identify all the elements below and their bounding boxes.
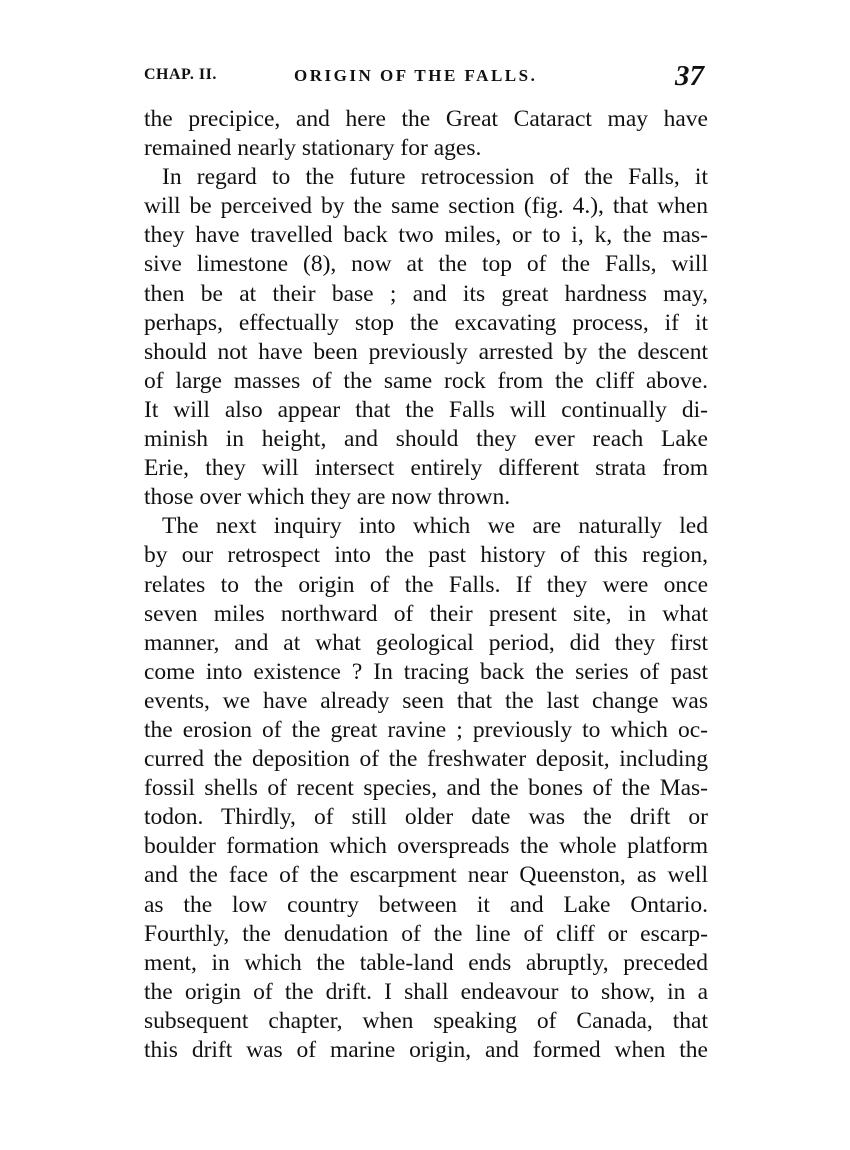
chapter-label: CHAP. II. (144, 66, 217, 83)
running-head (144, 60, 708, 94)
text-line: of large masses of the same rock from the cliff above. (144, 367, 708, 394)
text-line: the precipice, and here the Great Cataract may have (144, 106, 708, 132)
running-title: ORIGIN OF THE FALLS. (294, 66, 538, 85)
text-line: minish in height, and should they ever reach Lake (144, 426, 708, 453)
text-line: perhaps, effectually stop the excavating process, if it (144, 309, 708, 336)
text-line: The next inquiry into which we are naturally led (162, 513, 708, 540)
text-line: the erosion of the great ravine ; previously to which oc- (144, 716, 708, 743)
text-line: todon. Thirdly, of still older date was the drift or (144, 804, 708, 831)
text-line: the origin of the drift. I shall endeavour to show, in a (144, 978, 708, 1005)
text-line: subsequent chapter, when speaking of Canada, that (144, 1007, 708, 1034)
text-line: those over which they are now thrown. (144, 484, 511, 511)
text-line: remained nearly stationary for ages. (144, 135, 482, 162)
text-line: boulder formation which overspreads the whole platform (144, 833, 708, 860)
text-line: curred the deposition of the freshwater deposit, including (144, 746, 708, 773)
text-line: come into existence ? In tracing back the series of past (144, 658, 708, 685)
text-line: they have travelled back two miles, or to i, k, the mas- (144, 222, 708, 249)
text-line: this drift was of marine origin, and formed when the (144, 1037, 708, 1063)
text-line: manner, and at what geological period, did they first (144, 629, 708, 656)
text-line: It will also appear that the Falls will continually di- (144, 396, 708, 423)
text-line: Fourthly, the denudation of the line of cliff or escarp- (144, 920, 708, 947)
text-line: then be at their base ; and its great hardness may, (144, 280, 708, 307)
text-line: by our retrospect into the past history of this region, (144, 542, 708, 569)
text-line: should not have been previously arrested by the descent (144, 338, 708, 365)
text-line: ment, in which the table-land ends abruptly, preceded (144, 949, 708, 976)
text-line: relates to the origin of the Falls. If they were once (144, 571, 708, 598)
page-number: 37 (675, 60, 704, 92)
text-line: events, we have already seen that the last change was (144, 687, 708, 714)
text-line: In regard to the future retrocession of the Falls, it (162, 164, 708, 191)
text-line: as the low country between it and Lake Ontario. (144, 891, 708, 918)
text-line: and the face of the escarpment near Queenston, as well (144, 862, 708, 889)
body-text (144, 105, 708, 1065)
text-line: seven miles northward of their present site, in what (144, 600, 708, 627)
text-line: fossil shells of recent species, and the bones of the Mas- (144, 775, 708, 802)
text-line: sive limestone (8), now at the top of the Falls, will (144, 251, 708, 278)
text-line: will be perceived by the same section (fig. 4.), that when (144, 193, 708, 220)
text-line: Erie, they will intersect entirely different strata from (144, 455, 708, 482)
